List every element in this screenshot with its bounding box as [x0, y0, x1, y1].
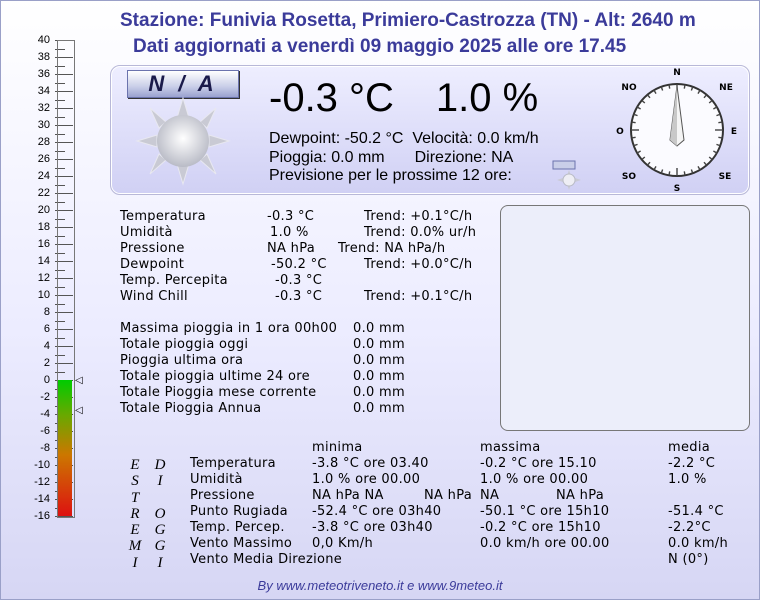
detail-label: Wind Chill: [120, 289, 188, 304]
forecast-label: Previsione per le prossime 12 ore:: [269, 167, 512, 184]
scale-label: 4: [43, 340, 50, 352]
scale-label: 26: [37, 153, 50, 165]
current-conditions-panel: [110, 65, 750, 195]
compass-tick: [632, 122, 636, 123]
scale-label: 2: [43, 357, 50, 369]
scale-label: 36: [37, 68, 50, 80]
extremes-row-label: Vento Media Direzione: [190, 552, 343, 567]
forecast-icon: [551, 160, 587, 190]
scale-label: 14: [37, 255, 50, 267]
scale-label: -16: [34, 510, 50, 522]
compass-tick: [632, 137, 636, 138]
footer-credits: By www.meteotriveneto.it e www.9meteo.it: [257, 578, 503, 593]
compass-ne-label: NE: [719, 83, 733, 93]
extremes-row-avg: -2.2 °C: [668, 456, 716, 471]
station-title: Stazione: Funivia Rosetta, Primiero-Castrozza (TN) - Alt: 2640 m: [120, 10, 696, 31]
extremes-row-max: 0.0 km/h ore 00.00: [480, 536, 610, 551]
scale-label: 28: [37, 136, 50, 148]
scale-label: 38: [37, 51, 50, 63]
detail-trend: Trend: +0.1°C/h: [364, 209, 473, 224]
extremes-row-avg: 1.0 %: [668, 472, 707, 487]
compass-o-label: O: [616, 127, 624, 137]
detail-value: -0.3 °C: [275, 289, 323, 304]
detail-label: Temp. Percepita: [120, 273, 228, 288]
extremes-row-min: -3.8 °C ore 03.40: [312, 456, 429, 471]
scale-label: 16: [37, 238, 50, 250]
scale-label: 22: [37, 187, 50, 199]
scale-label: 0: [43, 374, 50, 386]
compass-tick: [669, 171, 670, 175]
na-badge: N / A: [127, 70, 239, 98]
detail-label: Dewpoint: [120, 257, 185, 272]
graph-placeholder-panel: [500, 205, 750, 431]
extremes-row-label: Temp. Percep.: [190, 520, 285, 535]
min-temp-marker: ◁: [75, 405, 83, 417]
compass-tick: [684, 171, 685, 175]
scale-label: 34: [37, 85, 50, 97]
current-wind-direction: Direzione: NA: [414, 149, 514, 166]
compass-tick: [669, 85, 670, 89]
compass-tick: [718, 137, 722, 138]
updated-timestamp: Dati aggiornati a venerdì 09 maggio 2025 alle ore 17.45: [133, 36, 627, 57]
scale-label: -14: [34, 493, 50, 505]
extremes-row-min: -3.8 °C ore 03h40: [312, 520, 433, 535]
scale-label: 10: [37, 289, 50, 301]
detail-value: -50.2 °C: [271, 257, 327, 272]
rain-label: Pioggia ultima ora: [120, 353, 244, 368]
compass-se-label: SE: [718, 172, 732, 182]
rain-value: 0.0 mm: [353, 321, 405, 336]
detail-trend: Trend: 0.0% ur/h: [364, 225, 477, 240]
extremes-row-min: 1.0 % ore 00.00: [312, 472, 421, 487]
extremes-row-avg: -51.4 °C: [668, 504, 724, 519]
rain-direction-line: [269, 149, 513, 167]
scale-label: 20: [37, 204, 50, 216]
scale-label: 8: [43, 306, 50, 318]
compass-no-label: NO: [621, 83, 637, 93]
extremes-row-label: Temperatura: [190, 456, 276, 471]
rain-value: 0.0 mm: [353, 353, 405, 368]
extremes-row-avg: N (0°): [668, 552, 709, 567]
current-rain: Pioggia: 0.0 mm: [269, 149, 385, 166]
current-dewpoint: Dewpoint: -50.2 °C: [269, 130, 404, 147]
extremes-row-label: Vento Massimo: [190, 536, 293, 551]
wind-compass: [616, 68, 738, 192]
extremes-row-label: Umidità: [190, 472, 243, 487]
rain-label: Totale pioggia oggi: [120, 337, 249, 352]
compass-e-label: E: [730, 127, 738, 137]
scale-label: -8: [40, 442, 50, 454]
extremes-header-max: massima: [480, 440, 541, 455]
dewpoint-wind-line: [269, 130, 539, 148]
scale-label: 32: [37, 102, 50, 114]
extremes-row-max: -0.2 °C ore 15h10: [480, 520, 601, 535]
detail-value: NA hPa: [267, 241, 316, 256]
detail-value: 1.0 %: [270, 225, 309, 240]
compass-tick: [684, 85, 685, 89]
extremes-row-label: Pressione: [190, 488, 255, 503]
detail-label: Temperatura: [120, 209, 206, 224]
compass-tick: [718, 122, 722, 123]
thermometer-scale: [0, 30, 90, 530]
scale-label: -6: [40, 425, 50, 437]
current-wind-speed: Velocità: 0.0 km/h: [412, 130, 539, 147]
compass-s-label: S: [673, 184, 681, 192]
extremes-row-max: 1.0 % ore 00.00: [480, 472, 589, 487]
rain-value: 0.0 mm: [353, 369, 405, 384]
extremes-row-max: -0.2 °C ore 15.10: [480, 456, 597, 471]
detail-label: Umidità: [120, 225, 173, 240]
extremes-row-min: NA hPa NA: [312, 488, 384, 503]
extremes-row-avg: 0.0 km/h: [668, 536, 729, 551]
scale-label: 40: [37, 34, 50, 46]
extremes-row-label: Punto Rugiada: [190, 504, 288, 519]
extremes-row-avg: -2.2°C: [668, 520, 711, 535]
scale-label: -4: [40, 408, 50, 420]
sun-icon: [133, 96, 233, 186]
rain-label: Massima pioggia in 1 ora 00h00: [120, 321, 338, 336]
extremes-row-min: 0,0 Km/h: [312, 536, 374, 551]
extremes-side-left: E S T R E M I: [128, 457, 142, 571]
current-temperature: -0.3 °C: [269, 76, 394, 120]
rain-label: Totale pioggia ultime 24 ore: [120, 369, 310, 384]
extremes-side-right: D I O G G I: [154, 457, 166, 571]
scale-label: 18: [37, 221, 50, 233]
max-temp-marker: ◁: [75, 374, 83, 386]
current-humidity: 1.0 %: [435, 76, 539, 120]
scale-label: 24: [37, 170, 50, 182]
detail-trend: Trend: +0.0°C/h: [364, 257, 473, 272]
scale-label: -10: [34, 459, 50, 471]
extremes-row-max: -50.1 °C ore 15h10: [480, 504, 610, 519]
detail-value: -0.3 °C: [267, 209, 315, 224]
compass-so-label: SO: [621, 172, 637, 182]
scale-label: -12: [34, 476, 50, 488]
detail-trend: Trend: NA hPa/h: [338, 241, 446, 256]
scale-label: 12: [37, 272, 50, 284]
rain-label: Totale Pioggia mese corrente: [120, 385, 317, 400]
current-readings: [269, 76, 538, 121]
extremes-header-min: minima: [312, 440, 363, 455]
extremes-row-max2: NA hPa: [556, 488, 605, 503]
extremes-header-avg: media: [668, 440, 710, 455]
scale-label: 6: [43, 323, 50, 335]
detail-label: Pressione: [120, 241, 185, 256]
rain-label: Totale Pioggia Annua: [120, 401, 262, 416]
thermometer-bar: [58, 380, 72, 516]
detail-trend: Trend: +0.1°C/h: [364, 289, 473, 304]
extremes-row-min2: NA hPa: [424, 488, 473, 503]
compass-n-label: N: [673, 68, 681, 78]
rain-value: 0.0 mm: [353, 337, 405, 352]
scale-label: -2: [40, 391, 50, 403]
detail-value: -0.3 °C: [275, 273, 323, 288]
rain-value: 0.0 mm: [353, 401, 405, 416]
extremes-row-max: NA: [480, 488, 500, 503]
scale-label: 30: [37, 119, 50, 131]
extremes-row-min: -52.4 °C ore 03h40: [312, 504, 442, 519]
rain-value: 0.0 mm: [353, 385, 405, 400]
